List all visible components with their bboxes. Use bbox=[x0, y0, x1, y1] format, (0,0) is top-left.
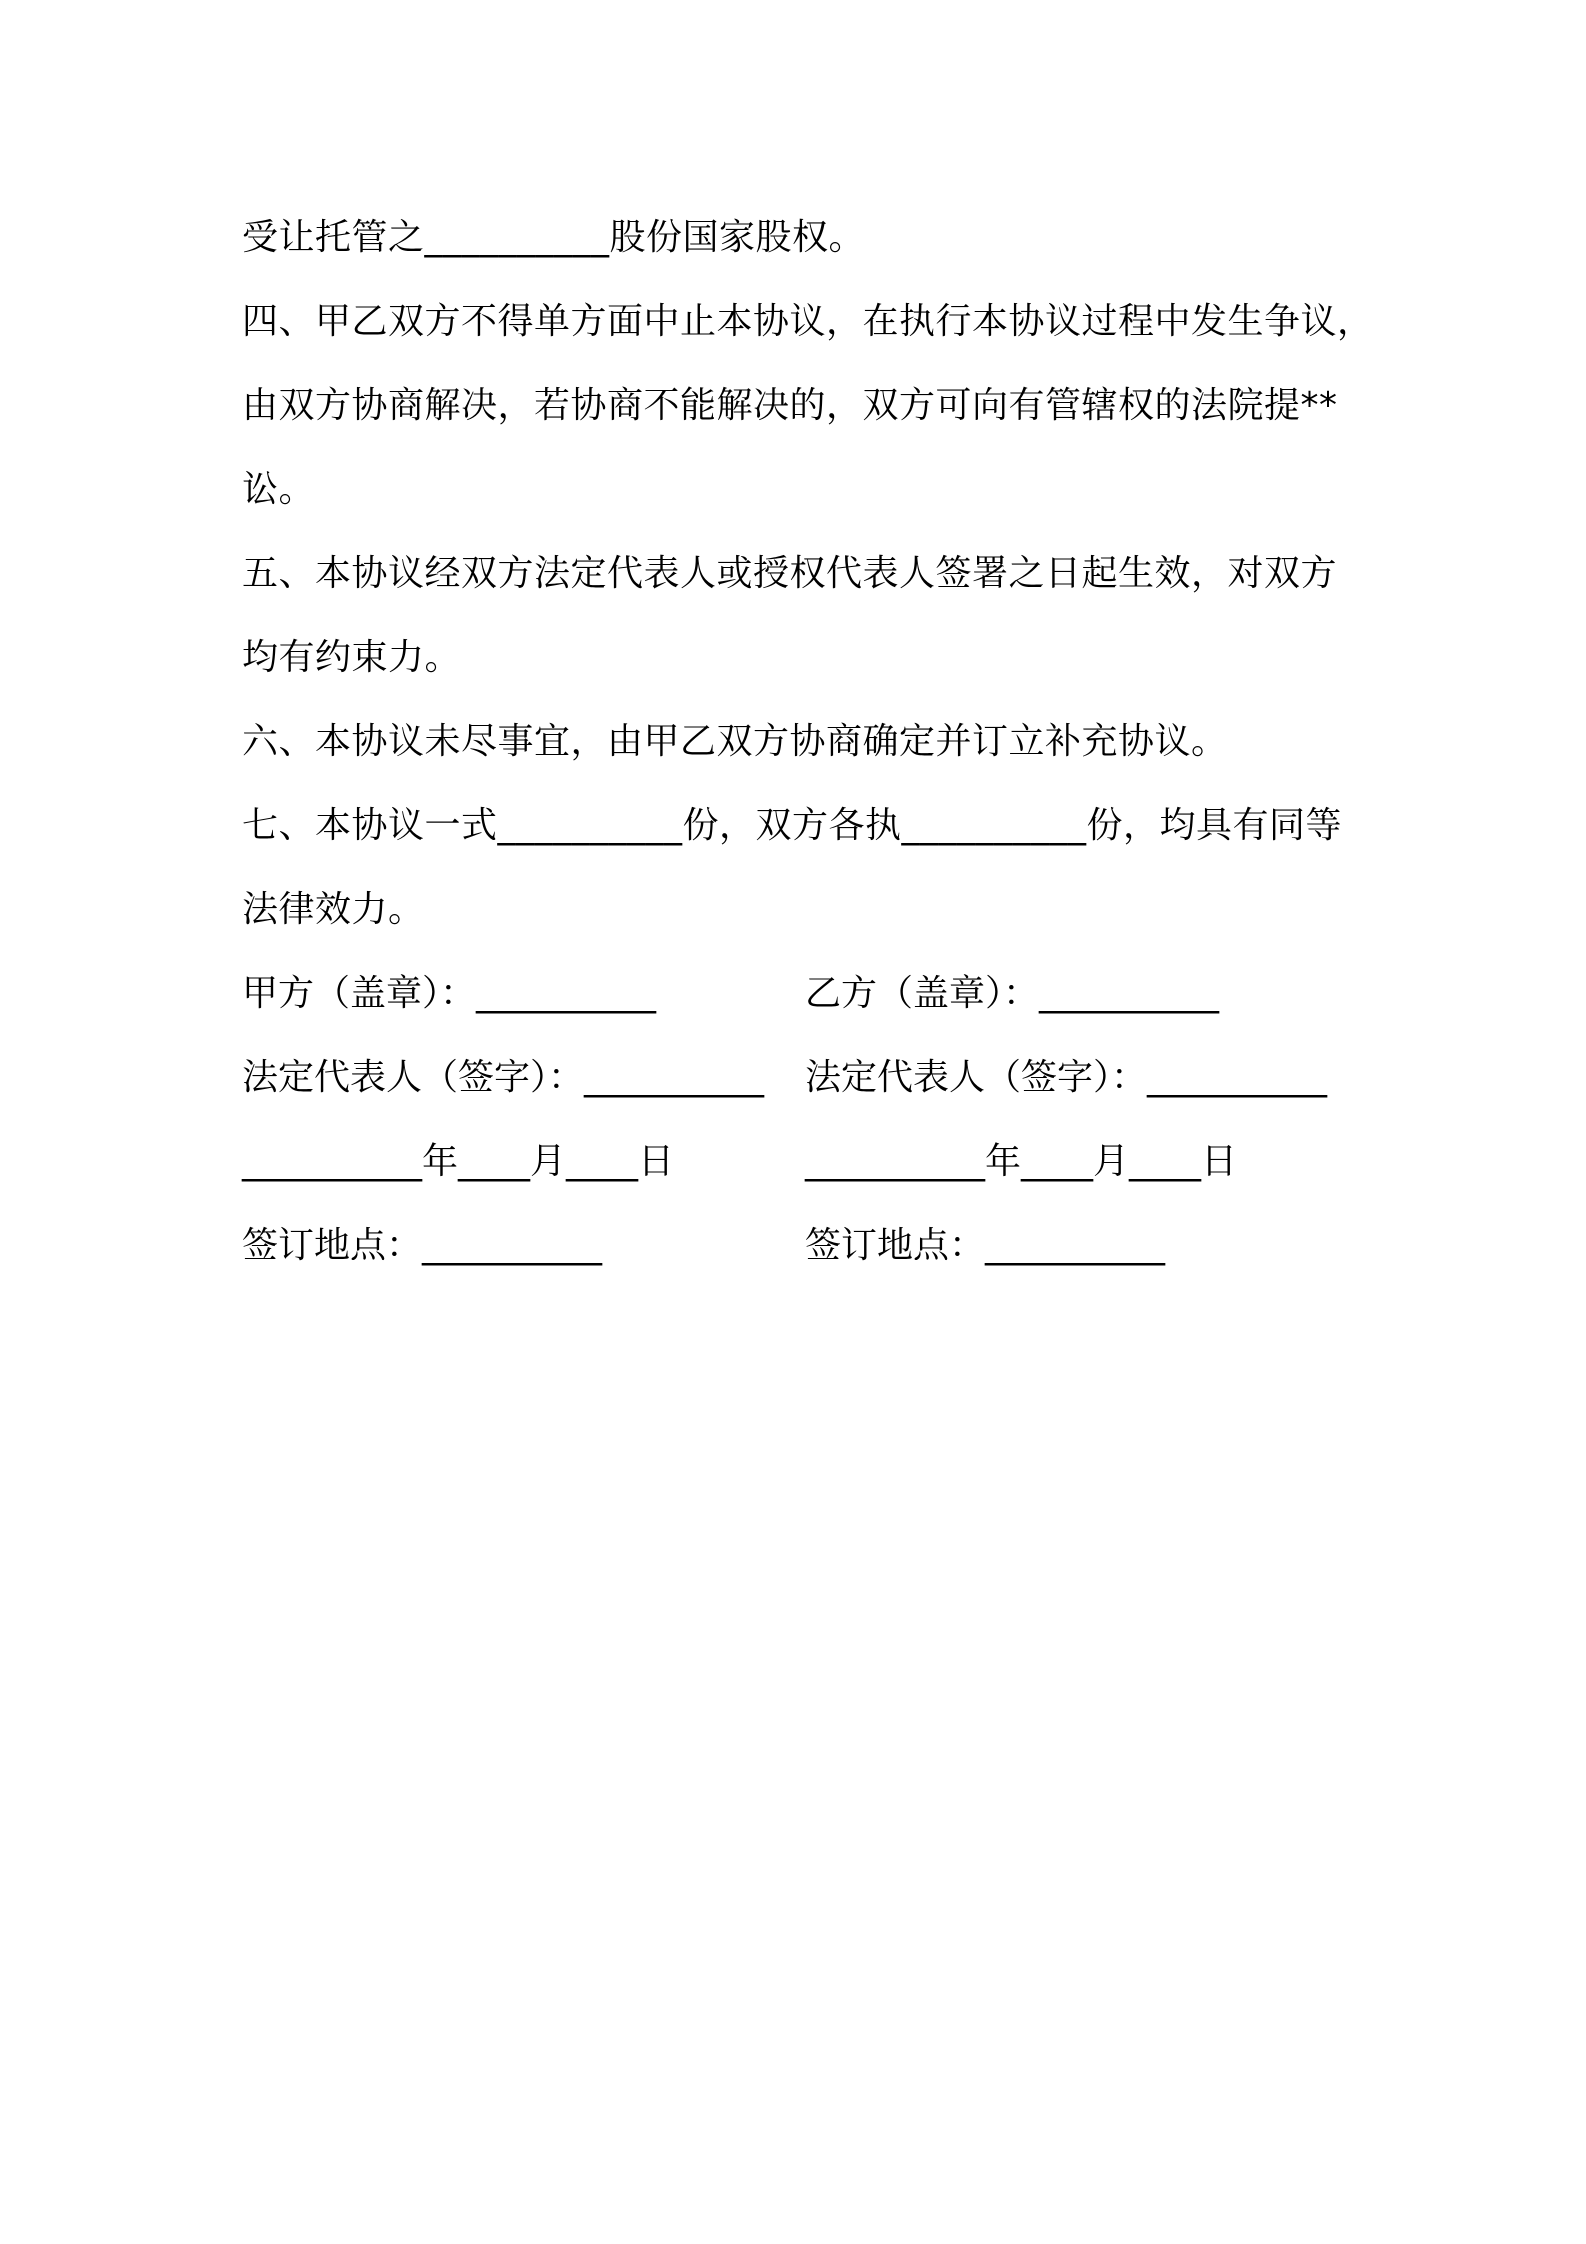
party-a-representative: 法定代表人（签字）：__________ bbox=[242, 1057, 765, 1098]
party-b-representative: 法定代表人（签字）：__________ bbox=[805, 1057, 1328, 1098]
representative-row bbox=[242, 1036, 1382, 1120]
agreement-body bbox=[242, 196, 1374, 952]
body-line-9: 法律效力。 bbox=[242, 889, 425, 930]
body-line-2: 四、甲乙双方不得单方面中止本协议，在执行本协议过程中发生争议， bbox=[242, 301, 1374, 342]
body-line-4: 讼。 bbox=[242, 469, 316, 510]
body-line-5: 五、本协议经双方法定代表人或授权代表人签署之日起生效，对双方 bbox=[242, 553, 1338, 594]
signature-block bbox=[242, 952, 1382, 1288]
party-b-place: 签订地点：__________ bbox=[805, 1225, 1166, 1266]
body-line-6: 均有约束力。 bbox=[242, 637, 462, 678]
body-line-7: 六、本协议未尽事宜，由甲乙双方协商确定并订立补充协议。 bbox=[242, 721, 1228, 762]
seal-row bbox=[242, 952, 1382, 1036]
body-line-1: 受让托管之__________股份国家股权。 bbox=[242, 217, 866, 258]
place-row bbox=[242, 1204, 1382, 1288]
party-a-seal: 甲方（盖章）：__________ bbox=[242, 973, 657, 1014]
body-line-3: 由双方协商解决，若协商不能解决的，双方可向有管辖权的法院提** bbox=[242, 385, 1338, 426]
party-a-place: 签订地点：__________ bbox=[242, 1225, 603, 1266]
party-b-date: __________年____月____日 bbox=[805, 1141, 1237, 1182]
party-b-seal: 乙方（盖章）：__________ bbox=[805, 973, 1220, 1014]
date-row bbox=[242, 1120, 1382, 1204]
body-line-8: 七、本协议一式__________份，双方各执__________份，均具有同等 bbox=[242, 805, 1343, 846]
party-a-date: __________年____月____日 bbox=[242, 1141, 674, 1182]
